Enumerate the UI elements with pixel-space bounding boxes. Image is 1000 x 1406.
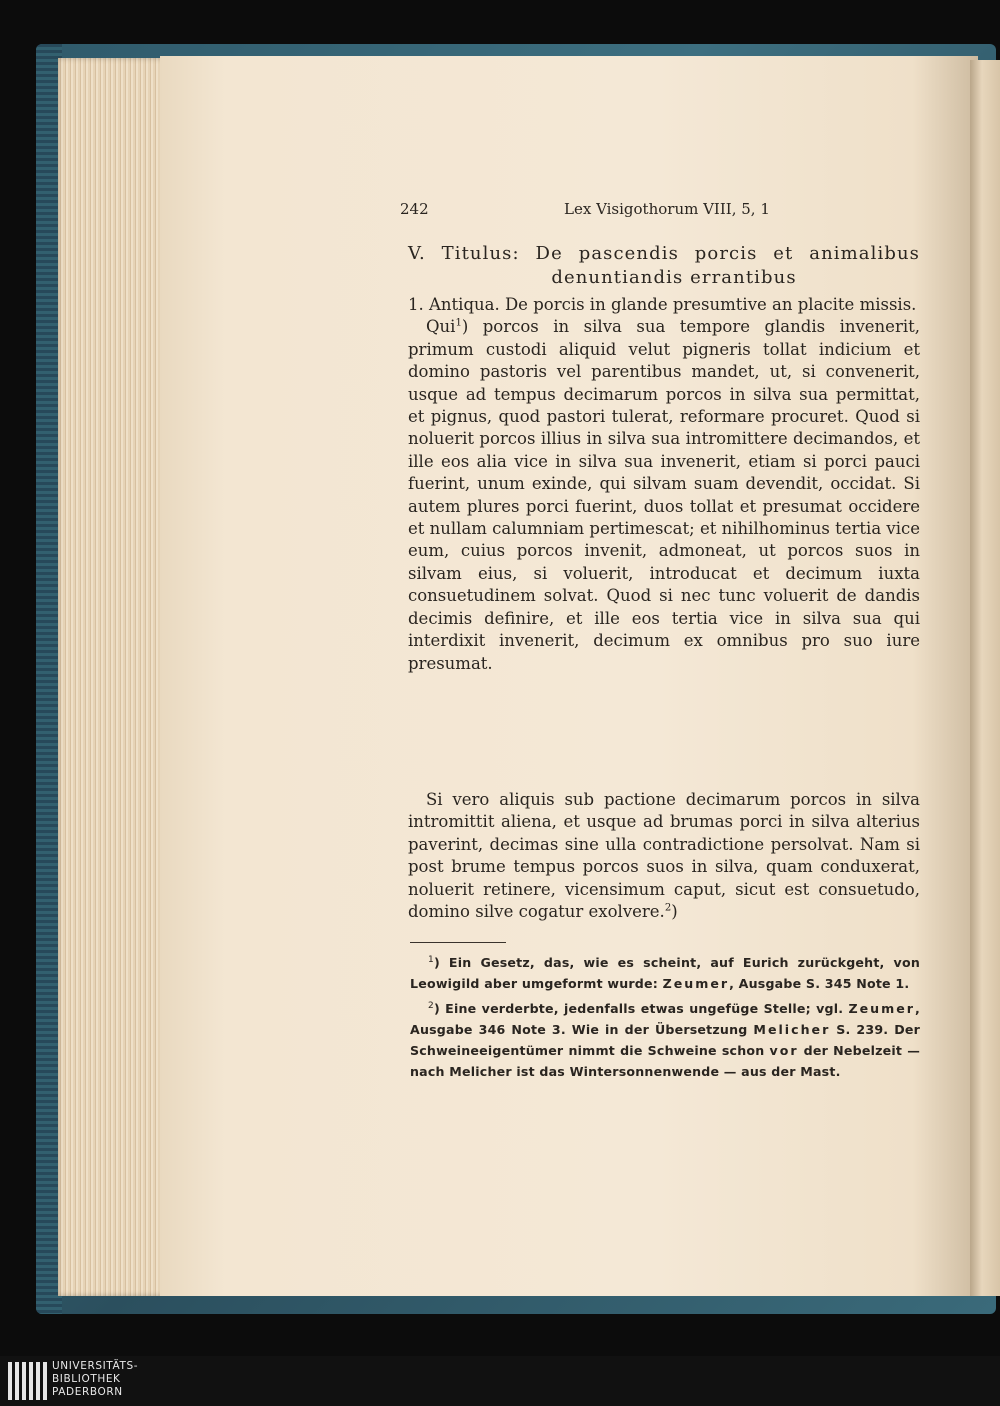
running-title: Lex Visigothorum VIII, 5, 1: [564, 200, 770, 218]
section-1-heading: 1. Antiqua. De porcis in glande presumtive an placite missis.: [408, 295, 917, 314]
footnote-1: [410, 952, 920, 994]
logo-line-3: PADERBORN: [52, 1386, 123, 1398]
footnote-2-text-d: der Nebelzeit — nach Melicher ist das Wintersonnenwende — aus der Mast.: [410, 1043, 920, 1079]
section-2-paragraph: [408, 789, 920, 923]
paragraph-2-text: Si vero aliquis sub pactione decimarum porcos in silva intromittit aliena, et usque ad brumas porci in silva alterius paverint, decimas sine ulla contradictione persolvat. Nam si post brume tempus porcos suos in silva, quam conduxerat, noluerit retinere, vicensimum caput, sicut est consuetudo, domino silve cogatur exolvere.: [408, 790, 920, 922]
footnote-2-author: Zeumer: [848, 1001, 916, 1016]
footnote-1-text-b: , Ausgabe S. 345 Note 1.: [729, 976, 910, 991]
paragraph-2-close: ): [671, 902, 678, 922]
footnote-1-text-a: ) Ein Gesetz, das, wie es scheint, auf Eurich zurückgeht, von Leowigild aber umgeformt wurde:: [410, 955, 920, 991]
footnote-2-mark: 2: [428, 1000, 434, 1011]
running-header: [400, 200, 770, 224]
section-1: [408, 294, 920, 675]
paragraph-rest: ) porcos in silva sua tempore glandis invenerit, primum custodi aliquid velut pigneris tollat indicium et domino pastoris vel parentibus mandet, ut, si convenerit, usque ad tempus decimarum porcos in silva sua permittat, et pignus, quod pastori tulerat, reformare procuret. Quod si noluerit porcos illius in silva sua intromittere decimandos, et ille eos alia vice in silva sua invenerit, etiam si porci pauci fuerint, unum exinde, qui silvam suam devendit, occidat. Si autem plures porci fuerint, duos tollat et presumat occidere et nullam calumniam pertimescat; et nihilhominus tertia vice eum, cuius porcos invenit, admoneat, ut porcos suos in silvam eius, si voluerit, introducat et decimum iuxta consuetudinem solvat. Quod si nec tunc voluerit de dandis decimis definire, et ille eos tertia vice in silva sua qui interdixit invenerit, decimum ex omnibus pro suo iure presumat.: [408, 317, 920, 673]
footnote-ref-1: 1: [455, 317, 462, 329]
footnote-2-text-c: S. 239. Der Schweineeigentümer nimmt die Schweine schon: [410, 1022, 921, 1058]
footnote-2: [410, 998, 920, 1082]
paragraph-start: Qui: [426, 317, 456, 337]
logo-line-1: UNIVERSITÄTS-: [52, 1360, 139, 1372]
library-footer: [0, 1356, 1000, 1406]
footnote-ref-2: 2: [664, 902, 672, 914]
library-logo-icon: [8, 1362, 48, 1400]
next-page-edge: [970, 60, 1000, 1296]
library-logo-text: [52, 1360, 138, 1399]
footnote-2-text-a: ) Eine verderbte, jedenfalls etwas ungefüge Stelle; vgl.: [433, 1001, 849, 1016]
title-line-1: V. Titulus: De pascendis porcis et animalibus: [408, 243, 920, 264]
section-2: [408, 789, 920, 923]
footnote-2-text-b: , Ausgabe 346 Note 3. Wie in der Übersetzung: [410, 1001, 920, 1037]
title-line-2: denuntiandis errantibus: [551, 267, 797, 288]
footnote-1-mark: 1: [428, 954, 434, 965]
logo-line-2: BIBLIOTHEK: [52, 1373, 121, 1385]
footnotes: [410, 952, 920, 1082]
footnote-1-author: Zeumer: [662, 976, 730, 991]
section-title: [408, 242, 920, 290]
section-1-paragraph: [408, 316, 920, 675]
page-number: 242: [400, 200, 429, 218]
footnote-2-author-2: Melicher: [753, 1022, 831, 1037]
footnote-rule: [410, 942, 506, 943]
footnote-2-spaced-word: vor: [769, 1043, 799, 1058]
